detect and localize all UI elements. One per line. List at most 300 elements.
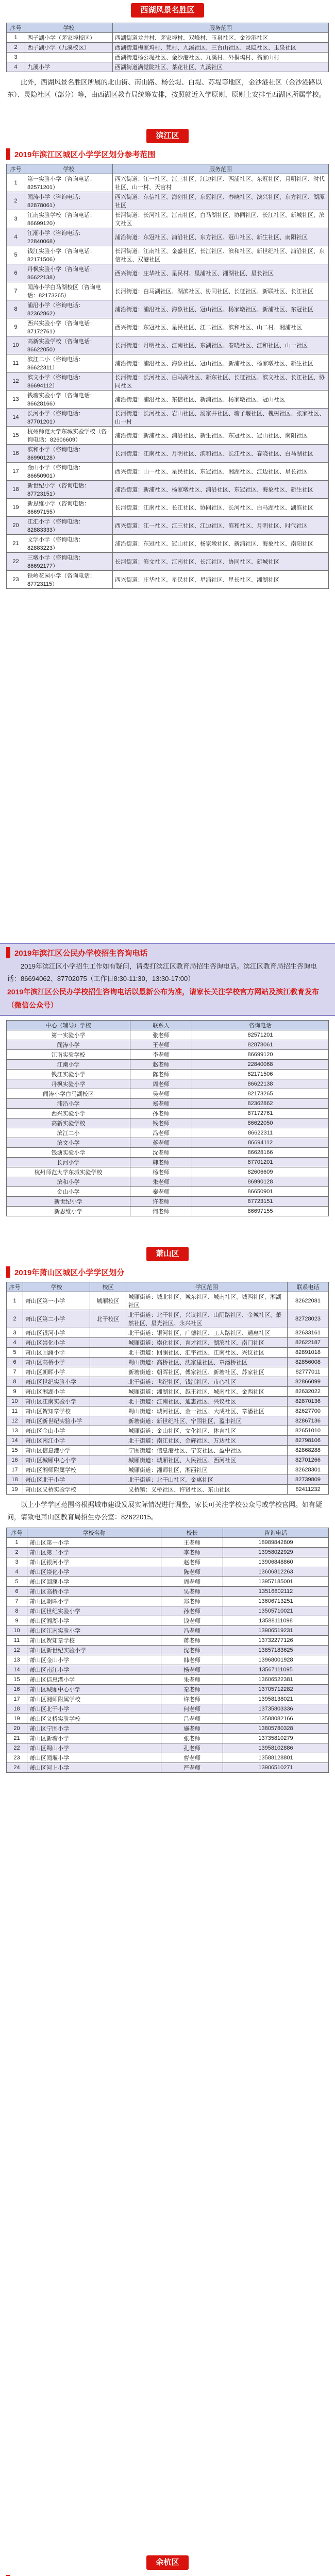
- table-header-cell: 中心（辅导）学校: [7, 1021, 130, 1030]
- table-cell: 13958138021: [223, 1694, 329, 1704]
- table-cell: [90, 1338, 126, 1348]
- table-row: [7, 1050, 329, 1060]
- note-xihu: 此外，西湖风景名胜区所属的北山街、南山路、杨公堤、白堤、苏堤等地区，金沙港社区（金沙港路以东）、灵隐社区（部分）等，由西湖区教育局统筹安排，按照就近入学原则，原则上安排至西湖区所属学校。: [7, 78, 326, 98]
- table-cell: 长河小学（咨询电话：87701201）: [25, 409, 113, 427]
- table-cell: 萧山区贺知章学校: [23, 1406, 90, 1416]
- table-cell: 赵老师: [130, 1060, 192, 1070]
- table-cell: 萧山区南江小学: [23, 1436, 90, 1446]
- table-row: [7, 210, 329, 228]
- table-cell: 江潮小学（咨询电话：22840068）: [25, 228, 113, 246]
- table-cell: [90, 1416, 126, 1426]
- table-cell: 13588082166: [223, 1714, 329, 1724]
- table-row: [7, 53, 329, 62]
- table-cell: 闻涛小学（咨询电话：82878061）: [25, 192, 113, 210]
- table-cell: 5: [7, 246, 25, 264]
- table-cell: 北干街道：南江社区、金辉社区、万达社区: [126, 1436, 288, 1446]
- table-cell: 长河小学: [7, 1158, 130, 1167]
- table-header-cell: 序号: [7, 1528, 27, 1538]
- table-header-cell: 学区范围: [126, 1282, 288, 1292]
- table-cell: 2: [7, 1548, 27, 1557]
- table-xiaoshan-districts: [6, 1282, 329, 1495]
- table-cell: 86699120: [192, 1050, 329, 1060]
- table-cell: 萧山区新塘小学: [27, 1734, 161, 1743]
- table-cell: 西兴街道：东信社区、海创社区、东冠社区、春晓社区、滨兴社区、东方社区、湖潭社区: [113, 192, 329, 210]
- table-row: [7, 264, 329, 282]
- table-cell: 高新实验学校: [7, 1118, 130, 1128]
- table-cell: 西兴街道：东冠社区、星民社区、江二社区、滨和社区、山二村、湘浦社区: [113, 318, 329, 336]
- table-cell: 孙老师: [161, 1606, 223, 1616]
- table-row: [7, 1704, 329, 1714]
- table-cell: 金山小学: [7, 1187, 130, 1197]
- table-cell: 86650901: [192, 1187, 329, 1197]
- table-cell: 22840068: [192, 1060, 329, 1070]
- table-cell: 沈老师: [130, 1148, 192, 1158]
- table-cell: 萧山区北干小学: [27, 1704, 161, 1714]
- table-cell: 5: [7, 1348, 23, 1358]
- table-cell: 82701266: [288, 1455, 329, 1465]
- table-row: [7, 1148, 329, 1158]
- table-cell: 吴老师: [161, 1587, 223, 1597]
- table-row: [7, 33, 329, 43]
- table-cell: 22: [7, 553, 25, 571]
- table-row: [7, 535, 329, 553]
- table-cell: 西兴街道：庄华社区、星民社区、星浦社区、星长社区、湘湖社区: [113, 571, 329, 589]
- table-cell: 7: [7, 1597, 27, 1606]
- table-cell: 萧山区第一小学: [27, 1538, 161, 1548]
- table-row: [7, 391, 329, 409]
- table-cell: 82866099: [288, 1377, 329, 1387]
- table-cell: 何老师: [130, 1207, 192, 1216]
- table-cell: 82867136: [288, 1416, 329, 1426]
- table-cell: 11: [7, 1406, 23, 1416]
- table-cell: 87172761: [192, 1109, 329, 1118]
- table-cell: 孔老师: [161, 1743, 223, 1753]
- section-badge-xihu: 西湖风景名胜区: [131, 3, 204, 18]
- table-cell: 浦沿小学: [7, 1099, 130, 1109]
- table-cell: 城厢街道：湘师社区、湘西社区: [126, 1465, 288, 1475]
- table-row: [7, 62, 329, 72]
- table-cell: 周老师: [161, 1577, 223, 1587]
- section-binjiang-phones: [0, 943, 335, 1216]
- table-cell: 萧山区新世纪实验小学: [23, 1416, 90, 1426]
- table-cell: 韩老师: [130, 1158, 192, 1167]
- table-cell: 13735803336: [223, 1704, 329, 1714]
- table-cell: [90, 1397, 126, 1406]
- table-row: [7, 1040, 329, 1050]
- table-cell: 北干街道：银河社区、广德社区、工人路社区、通惠社区: [126, 1328, 288, 1338]
- table-cell: 13567111095: [223, 1665, 329, 1675]
- table-xiaoshan-phones: [6, 1528, 329, 1773]
- table-row: [7, 481, 329, 499]
- table-cell: [90, 1406, 126, 1416]
- table-cell: 86697155: [192, 1207, 329, 1216]
- table-cell: 82633161: [288, 1328, 329, 1338]
- table-row: [7, 553, 329, 571]
- table-cell: 滨文小学（咨询电话：86694112）: [25, 372, 113, 391]
- table-row: [7, 1416, 329, 1426]
- table-cell: 江南实验学校（咨询电话：86699120）: [25, 210, 113, 228]
- table-cell: 萧山区蜀山小学: [27, 1743, 161, 1753]
- table-cell: 吕老师: [161, 1714, 223, 1724]
- table-cell: 浦沿街道：浦沿社区、东信社区、新浦社区、杨家墩社区、冠山社区: [113, 391, 329, 409]
- table-cell: 萧山区江南实验小学: [23, 1397, 90, 1406]
- table-cell: 20: [7, 1724, 27, 1734]
- table-cell: 高新实验学校（咨询电话：86622050）: [25, 336, 113, 354]
- table-cell: 21: [7, 1734, 27, 1743]
- table-cell: 何老师: [161, 1704, 223, 1714]
- table-row: [7, 1577, 329, 1587]
- table-cell: 86622311: [192, 1128, 329, 1138]
- table-row: [7, 1030, 329, 1040]
- table-cell: 北干街道：北干社区、兴议社区、山阴路社区、金城社区、萧然社区、星光社区、永兴社区: [126, 1310, 288, 1328]
- red-note-binjiang: 2019年滨江区公民办学校招生咨询电话以最新公布为准，请家长关注学校官方网站及滨江教育发布（微信公众号）: [7, 988, 320, 1009]
- table-cell: 闻涛小学: [7, 1040, 130, 1050]
- table-row: [7, 1089, 329, 1099]
- table-cell: 城厢街道：金山社区、文化社区、体育社区: [126, 1426, 288, 1436]
- table-header-cell: 服务范围: [113, 23, 329, 33]
- table-cell: 82628301: [288, 1465, 329, 1475]
- table-cell: 13606812263: [223, 1567, 329, 1577]
- table-cell: 13: [7, 1655, 27, 1665]
- table-cell: 西子湖小学（九溪校区）: [25, 43, 113, 53]
- table-row: [7, 1187, 329, 1197]
- table-header-cell: 序号: [7, 1282, 23, 1292]
- table-cell: 82856008: [288, 1358, 329, 1367]
- table-row: [7, 1694, 329, 1704]
- table-cell: 闻涛小学白马湖校区（咨询电话：82173265）: [25, 282, 113, 300]
- table-cell: 钱江实验小学: [7, 1070, 130, 1079]
- table-cell: 浦沿街道：东冠社区、浦沿社区、东方社区、冠山社区、新生社区、南阳社区: [113, 228, 329, 246]
- table-cell: 萧山区金山小学: [23, 1426, 90, 1436]
- table-row: [7, 1310, 329, 1328]
- table-cell: 13: [7, 1426, 23, 1436]
- table-cell: 13958102886: [223, 1743, 329, 1753]
- table-cell: 萧山区高桥小学: [23, 1358, 90, 1367]
- table-cell: 萧山区回澜小学: [23, 1348, 90, 1358]
- table-cell: [90, 1348, 126, 1358]
- table-cell: 孙老师: [130, 1109, 192, 1118]
- table-cell: 82622187: [288, 1338, 329, 1348]
- table-row: [7, 409, 329, 427]
- table-row: [7, 1665, 329, 1675]
- table-cell: 杭州师范大学东城实验学校（咨询电话：82606609）: [25, 427, 113, 445]
- table-cell: 10: [7, 1397, 23, 1406]
- table-header-cell: 联系电话: [288, 1282, 329, 1292]
- table-cell: 陈老师: [130, 1070, 192, 1079]
- table-cell: 文学小学（咨询电话：82883223）: [25, 535, 113, 553]
- table-cell: 萧山区湘湖小学: [23, 1387, 90, 1397]
- table-cell: 20: [7, 517, 25, 535]
- title-bar: [6, 1266, 10, 1278]
- table-cell: 4: [7, 228, 25, 246]
- table-cell: 钱江实验小学（咨询电话：82171506）: [25, 246, 113, 264]
- table-cell: 西湖街道满觉陇社区、茶花社区、九溪社区: [113, 62, 329, 72]
- table-row: [7, 1292, 329, 1310]
- table-cell: 2: [7, 43, 25, 53]
- table-cell: 第一实验小学（咨询电话：82571201）: [25, 174, 113, 192]
- table-cell: 82362862: [192, 1099, 329, 1109]
- table-cell: 冯老师: [130, 1128, 192, 1138]
- table-cell: 19: [7, 499, 25, 517]
- table-cell: 9: [7, 1616, 27, 1626]
- table-cell: 18: [7, 1704, 27, 1714]
- table-cell: 13606713251: [223, 1597, 329, 1606]
- table-cell: 钱老师: [161, 1616, 223, 1626]
- table-cell: 4: [7, 62, 25, 72]
- table-cell: 82606609: [192, 1167, 329, 1177]
- table-cell: 萧山区信息港小学: [27, 1675, 161, 1685]
- table-row: [7, 463, 329, 481]
- table-cell: 萧山区河上小学: [27, 1763, 161, 1773]
- table-cell: 萧山区城厢中心小学: [27, 1685, 161, 1694]
- table-cell: 浦沿街道：浦沿社区、海象社区、冠山社区、杨家墩社区、新浦社区、东冠社区: [113, 300, 329, 318]
- table-cell: 陈老师: [161, 1567, 223, 1577]
- table-row: [7, 499, 329, 517]
- table-cell: 13516802112: [223, 1587, 329, 1597]
- section-xiaoshan: [0, 1247, 335, 1773]
- table-cell: 12: [7, 1646, 27, 1655]
- table-cell: 李老师: [130, 1050, 192, 1060]
- table-cell: 施老师: [161, 1724, 223, 1734]
- table-cell: 杨老师: [161, 1665, 223, 1675]
- table-cell: 铁岭花园小学（咨询电话：87723115）: [25, 571, 113, 589]
- table-cell: 87723151: [192, 1197, 329, 1207]
- table-cell: 萧山区湘师附属学校: [23, 1465, 90, 1475]
- table-cell: 新世纪小学（咨询电话：87723151）: [25, 481, 113, 499]
- table-header-cell: 咨询电话: [223, 1528, 329, 1538]
- table-row: [7, 228, 329, 246]
- table-cell: 萧山区第二小学: [27, 1548, 161, 1557]
- table-cell: 金山小学（咨询电话：86650901）: [25, 463, 113, 481]
- table-row: [7, 1118, 329, 1128]
- table-cell: 18989842809: [223, 1538, 329, 1548]
- table-cell: 浦沿街道：新浦社区、杨家墩社区、浦沿社区、东冠社区、海象社区、新生社区: [113, 481, 329, 499]
- table-cell: 6: [7, 1587, 27, 1597]
- table-cell: 4: [7, 1338, 23, 1348]
- table-row: [7, 1763, 329, 1773]
- table-cell: 16: [7, 445, 25, 463]
- table-cell: 蒋老师: [161, 1636, 223, 1646]
- table-row: [7, 1646, 329, 1655]
- table-row: [7, 1338, 329, 1348]
- table-header-cell: 咨询电话: [192, 1021, 329, 1030]
- table-cell: 13957185001: [223, 1577, 329, 1587]
- table-cell: 86622050: [192, 1118, 329, 1128]
- table-cell: 18: [7, 481, 25, 499]
- table-cell: [90, 1328, 126, 1338]
- table-header-cell: 学校: [23, 1282, 90, 1292]
- table-cell: 6: [7, 264, 25, 282]
- table-row: [7, 318, 329, 336]
- table-cell: 新思维小学: [7, 1207, 130, 1216]
- table-cell: 9: [7, 318, 25, 336]
- table-row: [7, 1207, 329, 1216]
- table-cell: 13588128801: [223, 1753, 329, 1763]
- table-cell: 87701201: [192, 1158, 329, 1167]
- table-header-cell: 校长: [161, 1528, 223, 1538]
- table-cell: 82651010: [288, 1426, 329, 1436]
- table-cell: 西湖街道梅家坞村、梵村、九溪社区、三台山社区、灵隐社区、玉泉社区: [113, 43, 329, 53]
- table-cell: 13735810279: [223, 1734, 329, 1743]
- table-cell: [90, 1465, 126, 1475]
- table-cell: [90, 1367, 126, 1377]
- table-cell: 1: [7, 1538, 27, 1548]
- table-cell: [90, 1485, 126, 1495]
- section-yuhang: [0, 2555, 335, 2576]
- title-bar: [6, 947, 10, 958]
- table-cell: 10: [7, 1626, 27, 1636]
- table-row: [7, 1548, 329, 1557]
- table-cell: 西兴实验小学（咨询电话：87172761）: [25, 318, 113, 336]
- table-cell: 钱老师: [130, 1118, 192, 1128]
- table-row: [7, 1753, 329, 1763]
- table-row: [7, 300, 329, 318]
- table-cell: 蜀山街道：高桥社区、沈家里社区、章潘桥社区: [126, 1358, 288, 1367]
- table-cell: 西湖街道杨公堤社区、金沙港社区、九溪村、外桐坞村、翁家山村: [113, 53, 329, 62]
- table-cell: 闻涛小学白马湖校区: [7, 1089, 130, 1099]
- table-cell: 82632022: [288, 1387, 329, 1397]
- table-row: [7, 1079, 329, 1089]
- table-cell: [90, 1377, 126, 1387]
- table-cell: 钱塘实验小学（咨询电话：86628166）: [25, 391, 113, 409]
- table-cell: 17: [7, 1465, 23, 1475]
- table-cell: 曹老师: [161, 1753, 223, 1763]
- table-cell: 12: [7, 372, 25, 391]
- table-cell: 九溪小学: [25, 62, 113, 72]
- table-cell: 13606522381: [223, 1675, 329, 1685]
- table-cell: 24: [7, 1763, 27, 1773]
- table-row: [7, 1455, 329, 1465]
- table-cell: 吴老师: [130, 1089, 192, 1099]
- table-row: [7, 1538, 329, 1548]
- table-cell: [90, 1358, 126, 1367]
- table-cell: 西兴街道：山一社区、星民社区、东冠社区、湘湖社区、江边社区、星长社区: [113, 463, 329, 481]
- table-cell: 西兴实验小学: [7, 1109, 130, 1118]
- table-cell: 萧山区南江小学: [27, 1665, 161, 1675]
- table-row: [7, 1675, 329, 1685]
- table-row: [7, 174, 329, 192]
- table-cell: 19: [7, 1714, 27, 1724]
- table-cell: 10: [7, 336, 25, 354]
- table-cell: 滨江二小（咨询电话：86622311）: [25, 354, 113, 372]
- table-cell: 15: [7, 427, 25, 445]
- table-cell: 11: [7, 354, 25, 372]
- table-cell: 萧山区城厢中心小学: [23, 1455, 90, 1465]
- table-header-cell: 序号: [7, 164, 25, 174]
- title-bar: [6, 148, 10, 160]
- table-row: [7, 1475, 329, 1485]
- table-cell: 浦沿街道：浦沿社区、海象社区、冠山社区、新浦社区、杨家墩社区、新生社区: [113, 354, 329, 372]
- table-cell: 萧山区朝晖小学: [23, 1367, 90, 1377]
- table-cell: 北干街道：世纪社区、钱江社区、市心社区: [126, 1377, 288, 1387]
- table-cell: 23: [7, 1753, 27, 1763]
- table-cell: 西湖街道龙井村、茅家埠村、双峰村、玉泉社区、金沙港社区: [113, 33, 329, 43]
- table-cell: 长河街道：白马湖社区、湖滨社区、协同社区、长征社区、新联社区、长江社区: [113, 282, 329, 300]
- table-cell: 秦老师: [130, 1187, 192, 1197]
- table-cell: [90, 1387, 126, 1397]
- table-cell: [25, 53, 113, 62]
- table-cell: 萧山区义桥实验学校: [23, 1485, 90, 1495]
- table-cell: 萧山区第一小学: [23, 1292, 90, 1310]
- table-cell: 18: [7, 1475, 23, 1485]
- table-cell: 萧山区金山小学: [27, 1655, 161, 1665]
- table-cell: 滨和小学（咨询电话：86990128）: [25, 445, 113, 463]
- table-cell: 16: [7, 1455, 23, 1465]
- table-row: [7, 1387, 329, 1397]
- table-row: [7, 1167, 329, 1177]
- table-cell: 北干街道：江南社区、通惠社区、兴议社区: [126, 1397, 288, 1406]
- table-cell: 14: [7, 409, 25, 427]
- table-row: [7, 246, 329, 264]
- table-cell: 北干校区: [90, 1310, 126, 1328]
- table-cell: 23: [7, 571, 25, 589]
- table-cell: 北干街道：回澜社区、汇宇社区、江南社区、兴议社区: [126, 1348, 288, 1358]
- table-cell: 滨和小学: [7, 1177, 130, 1187]
- table-row: [7, 1177, 329, 1187]
- table-cell: 8: [7, 300, 25, 318]
- table-row: [7, 1587, 329, 1597]
- table-row: [7, 1446, 329, 1455]
- section-title-3: 2019年滨江区公民办学校招生咨询电话: [14, 948, 148, 958]
- table-cell: 新世纪小学: [7, 1197, 130, 1207]
- table-header-cell: 序号: [7, 23, 25, 33]
- table-cell: [90, 1475, 126, 1485]
- table-row: [7, 1109, 329, 1118]
- section-badge-binjiang: 滨江区: [146, 129, 188, 143]
- table-row: [7, 1099, 329, 1109]
- table-cell: 14: [7, 1436, 23, 1446]
- table-cell: 赵老师: [161, 1557, 223, 1567]
- table-cell: 82622081: [288, 1292, 329, 1310]
- table-row: [7, 1616, 329, 1626]
- table-cell: 朱老师: [161, 1675, 223, 1685]
- table-row: [7, 1636, 329, 1646]
- table-row: [7, 1465, 329, 1475]
- table-cell: 82173265: [192, 1089, 329, 1099]
- table-row: [7, 336, 329, 354]
- table-cell: 西兴街道：庄华社区、星民村、星浦社区、湘湖社区、星长社区: [113, 264, 329, 282]
- table-row: [7, 1358, 329, 1367]
- table-cell: 13: [7, 391, 25, 409]
- table-cell: 北干街道：北干山社区、金惠社区: [126, 1475, 288, 1485]
- section-badge-yuhang: 余杭区: [146, 2555, 188, 2570]
- table-cell: 新思维小学（咨询电话：86697155）: [25, 499, 113, 517]
- table-cell: 3: [7, 1328, 23, 1338]
- table-cell: 1: [7, 1292, 23, 1310]
- section-title-2: 2019年滨江区城区小学学区划分参考范围: [14, 150, 156, 159]
- table-cell: 萧山区朝晖小学: [27, 1597, 161, 1606]
- table-cell: 新塘街道：新世纪社区、宁围社区、盈丰社区: [126, 1416, 288, 1426]
- table-cell: 新塘街道：朝晖社区、傅家社区、新塘社区、苏家社区: [126, 1367, 288, 1377]
- table-cell: 西兴街道：江一社区、江三社区、江边社区、滨和社区、月明社区、时代社区: [113, 517, 329, 535]
- table-cell: [90, 1446, 126, 1455]
- table-cell: 3: [7, 53, 25, 62]
- table-cell: 5: [7, 1577, 27, 1587]
- table-cell: 丹枫实验小学（咨询电话：86622138）: [25, 264, 113, 282]
- note-binjiang-phones: 2019年滨江区小学招生工作如有疑问，请拨打滨江区教育局招生咨询电话。滨江区教育局招生咨询电话：86694062、87702075（工作日8:30-11:30，13:30-17:00）: [7, 962, 317, 982]
- table-row: [7, 1128, 329, 1138]
- table-cell: 萧山区高桥小学: [27, 1587, 161, 1597]
- table-row: [7, 1138, 329, 1148]
- table-cell: 张老师: [161, 1734, 223, 1743]
- table-cell: 沈老师: [161, 1646, 223, 1655]
- table-cell: 21: [7, 535, 25, 553]
- table-row: [7, 445, 329, 463]
- table-cell: 86628166: [192, 1148, 329, 1158]
- table-binjiang-districts: [6, 164, 329, 589]
- table-cell: 2: [7, 1310, 23, 1328]
- table-cell: 钱塘实验小学: [7, 1148, 130, 1158]
